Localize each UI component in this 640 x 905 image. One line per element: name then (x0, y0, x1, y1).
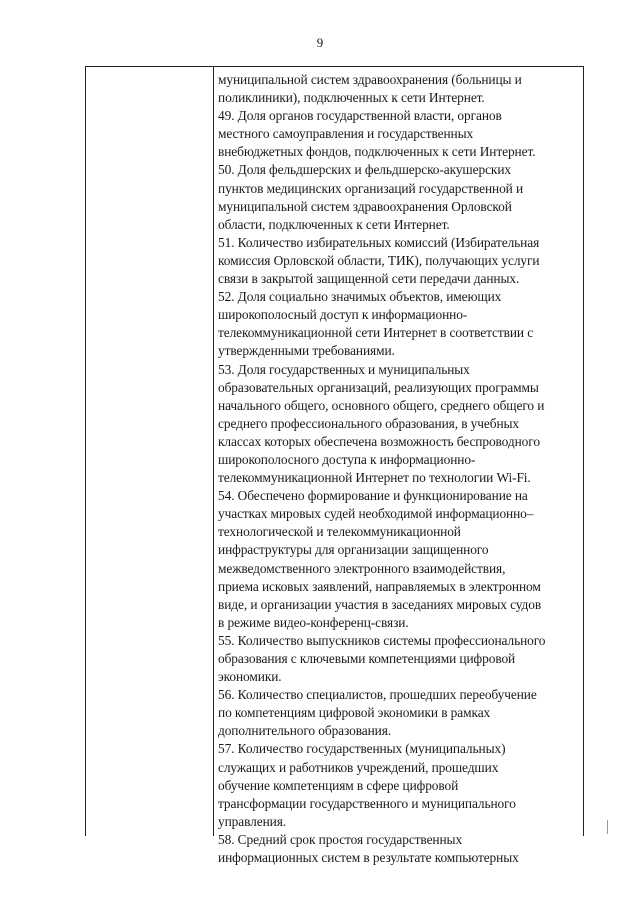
margin-mark (607, 820, 608, 834)
text-line: 52. Доля социально значимых объектов, имеющих (218, 289, 502, 305)
text-line: трансформации государственного и муниципального (218, 795, 516, 811)
text-line: приема исковых заявлений, направляемых в электронном (218, 578, 541, 594)
text-line: муниципальной систем здравоохранения (больницы и (218, 72, 522, 87)
text-line: экономики. (218, 669, 282, 685)
text-line: местного самоуправления и государственных (218, 126, 474, 142)
text-line: технологической и телекоммуникационной (218, 524, 461, 540)
text-line: поликлиники), подключенных к сети Интернет. (218, 90, 485, 106)
text-line: служащих и работников учреждений, прошедших (218, 759, 499, 775)
text-line: 49. Доля органов государственной власти, органов (218, 108, 502, 124)
text-line: телекоммуникационной Интернет по технологии Wi-Fi. (218, 470, 531, 486)
text-line: 55. Количество выпускников системы профессионального (218, 632, 546, 648)
text-line: комиссия Орловской области, ТИК), получающих услуги (218, 252, 540, 268)
text-line: утвержденными требованиями. (218, 343, 395, 359)
text-line: участках мировых судей необходимой информационно– (218, 506, 534, 522)
text-line: управления. (218, 813, 287, 829)
table-left-column (86, 67, 214, 836)
text-line: 56. Количество специалистов, прошедших переобучение (218, 687, 537, 703)
indicators-table (85, 66, 584, 866)
table-right-column (214, 67, 583, 866)
text-line: по компетенциям цифровой экономики в рамках (218, 705, 491, 721)
text-line: связи в закрытой защищенной сети передачи данных. (218, 271, 520, 287)
text-line: муниципальной систем здравоохранения Орловской (218, 198, 512, 214)
text-line: широкополосный доступ к информационно- (218, 307, 468, 323)
text-line: классах которых обеспечена возможность беспроводного (218, 433, 540, 449)
text-line: области, подключенных к сети Интернет. (218, 216, 450, 232)
text-line: среднего профессионального образования, в учебных (218, 415, 520, 431)
text-line: информационных систем в результате компьютерных (218, 850, 519, 866)
text-line: телекоммуникационной сети Интернет в соответствии с (218, 325, 534, 341)
text-line: внебюджетных фондов, подключенных к сети Интернет. (218, 144, 536, 160)
page-number: 9 (316, 35, 324, 50)
text-line: образования с ключевыми компетенциями цифровой (218, 651, 516, 666)
text-line: в режиме видео-конференц-связи. (218, 614, 409, 630)
text-line: обучение компетенциям в сфере цифровой (218, 777, 459, 793)
text-line: виде, и организации участия в заседаниях мировых судов (218, 596, 542, 612)
indicators-text (218, 71, 579, 867)
text-line: 54. Обеспечено формирование и функционирование на (218, 488, 528, 504)
text-line: пунктов медицинских организаций государственной и (218, 180, 524, 196)
text-line: дополнительного образования. (218, 723, 392, 739)
text-line: широкополосного доступа к информационно- (218, 451, 476, 467)
text-line: 53. Доля государственных и муниципальных (218, 361, 470, 377)
text-line: 57. Количество государственных (муниципальных) (218, 741, 506, 757)
text-line: межведомственного электронного взаимодействия, (218, 560, 506, 576)
text-line: инфраструктуры для организации защищенного (218, 542, 489, 558)
text-line: 50. Доля фельдшерских и фельдшерско-акушерских (218, 162, 511, 178)
text-line: образовательных организаций, реализующих программы (218, 379, 539, 395)
text-line: 58. Средний срок простоя государственных (218, 831, 463, 847)
text-line: начального общего, основного общего, среднего общего и (218, 397, 545, 413)
text-line: 51. Количество избирательных комиссий (Избирательная (218, 234, 540, 250)
